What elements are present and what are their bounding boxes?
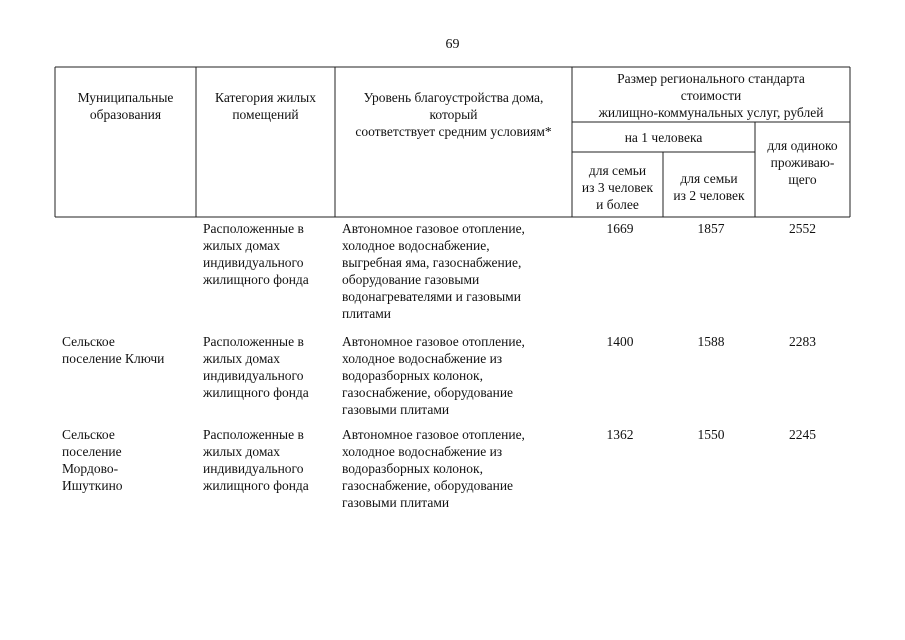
header-family3: для семьи из 3 человек и более [581,163,654,212]
header-level: Уровень благоустройства дома, который соответствует средним условиям* [355,90,552,139]
header-family2: для семьи из 2 человек [673,171,745,203]
row-municipality: Сельское поселение Мордово- Ишуткино [62,427,123,493]
row-category: Расположенные в жилых домах индивидуального жилищного фонда [203,427,309,493]
row-family2: 1550 [697,427,725,442]
row-single: 2552 [789,221,816,236]
row-category: Расположенные в жилых домах индивидуального жилищного фонда [203,221,309,287]
row-level: Автономное газовое отопление, холодное водоснабжение, выгребная яма, газоснабжение, оборудование газовыми водонагревателями и газовыми плитами [342,221,525,321]
row-level: Автономное газовое отопление, холодное водоснабжение из водоразборных колонок, газоснабжение, оборудование газовыми плитами [342,334,525,417]
header-category: Категория жилых помещений [215,90,316,122]
row-family3: 1400 [606,334,634,349]
row-municipality: Сельское поселение Ключи [62,334,165,366]
row-family2: 1588 [697,334,725,349]
row-category: Расположенные в жилых домах индивидуального жилищного фонда [203,334,309,400]
row-single: 2245 [789,427,816,442]
row-family3: 1362 [606,427,634,442]
row-family2: 1857 [697,221,725,236]
row-family3: 1669 [606,221,634,236]
header-standard: Размер регионального стандарта стоимости жилищно-коммунальных услуг, рублей [598,71,824,120]
header-single: для одиноко проживаю- щего [767,138,838,187]
row-level: Автономное газовое отопление, холодное водоснабжение из водоразборных колонок, газоснабжение, оборудование газовыми плитами [342,427,525,510]
header-municipality: Муниципальные образования [77,90,174,122]
page-number: 69 [445,37,460,52]
row-single: 2283 [789,334,816,349]
header-per-person: на 1 человека [624,130,703,145]
